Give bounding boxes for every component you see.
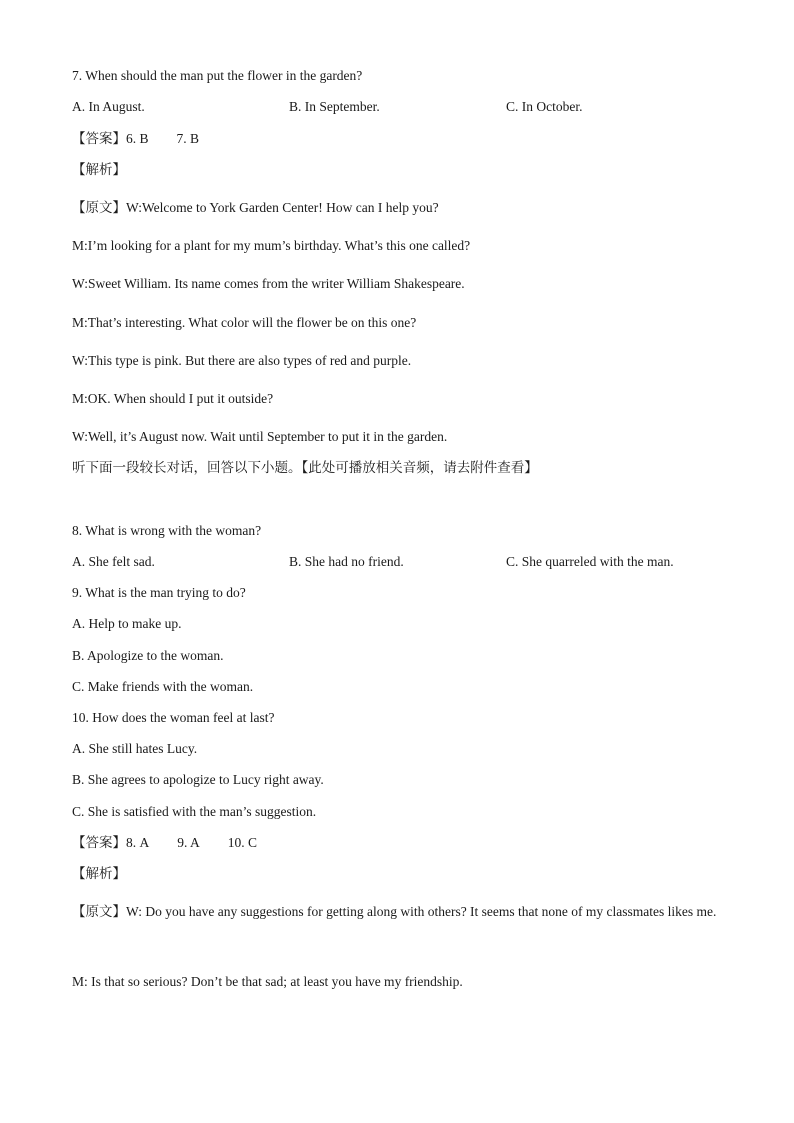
question-7-options	[72, 98, 722, 116]
answer-tag: 【答案】	[72, 835, 126, 851]
answer-item: 10. C	[227, 835, 258, 850]
listening-instruction: 听下面一段较长对话，回答以下小题。【此处可播放相关音频，请去附件查看】	[72, 460, 538, 476]
question-9: 9. What is the man trying to do?	[72, 585, 246, 600]
answer-item: 7. B	[176, 131, 200, 146]
transcript-paragraph: 【原文】W: Do you have any suggestions for getting along with others? It seems that none of my classmates likes me.	[72, 904, 717, 920]
answer-item: 6. B	[126, 131, 149, 146]
transcript-tag: 【原文】	[72, 904, 126, 920]
option-a: A. She still hates Lucy.	[72, 741, 198, 756]
option-a: A. Help to make up.	[72, 616, 182, 631]
transcript-tag: 【原文】	[72, 200, 126, 216]
answer-tag: 【答案】	[72, 131, 126, 147]
transcript-line: M:That’s interesting. What color will the flower be on this one?	[72, 315, 417, 330]
question-10: 10. How does the woman feel at last?	[72, 710, 275, 725]
option-b: B. She had no friend.	[289, 554, 404, 569]
transcript-line: 【原文】W:Welcome to York Garden Center! How can I help you?	[72, 200, 439, 216]
option-c: C. Make friends with the woman.	[72, 679, 254, 694]
transcript-line: W:Well, it’s August now. Wait until September to put it in the garden.	[72, 429, 448, 444]
option-c: C. She quarreled with the man.	[506, 554, 674, 569]
answer-item: 9. A	[177, 835, 200, 850]
transcript-line: M:I’m looking for a plant for my mum’s birthday. What’s this one called?	[72, 238, 471, 253]
answer-block-2	[72, 834, 257, 852]
option-b: B. She agrees to apologize to Lucy right away.	[72, 772, 324, 787]
transcript-line: W:Sweet William. Its name comes from the writer William Shakespeare.	[72, 276, 465, 291]
option-a: A. In August.	[72, 99, 145, 114]
option-c: C. She is satisfied with the man’s suggestion.	[72, 804, 317, 819]
option-b: B. Apologize to the woman.	[72, 648, 224, 663]
question-8: 8. What is wrong with the woman?	[72, 523, 262, 538]
answer-item: 8. A	[126, 835, 150, 850]
option-c: C. In October.	[506, 99, 583, 114]
option-a: A. She felt sad.	[72, 554, 155, 569]
analysis-tag-1: 【解析】	[72, 162, 126, 178]
analysis-tag-2: 【解析】	[72, 866, 126, 882]
question-7: 7. When should the man put the flower in the garden?	[72, 68, 363, 83]
transcript-line: M: Is that so serious? Don’t be that sad; at least you have my friendship.	[72, 974, 463, 989]
transcript-line: M:OK. When should I put it outside?	[72, 391, 274, 406]
question-8-options	[72, 553, 722, 571]
answer-block-1	[72, 130, 199, 148]
transcript-line: W:This type is pink. But there are also types of red and purple.	[72, 353, 412, 368]
option-b: B. In September.	[289, 99, 380, 114]
